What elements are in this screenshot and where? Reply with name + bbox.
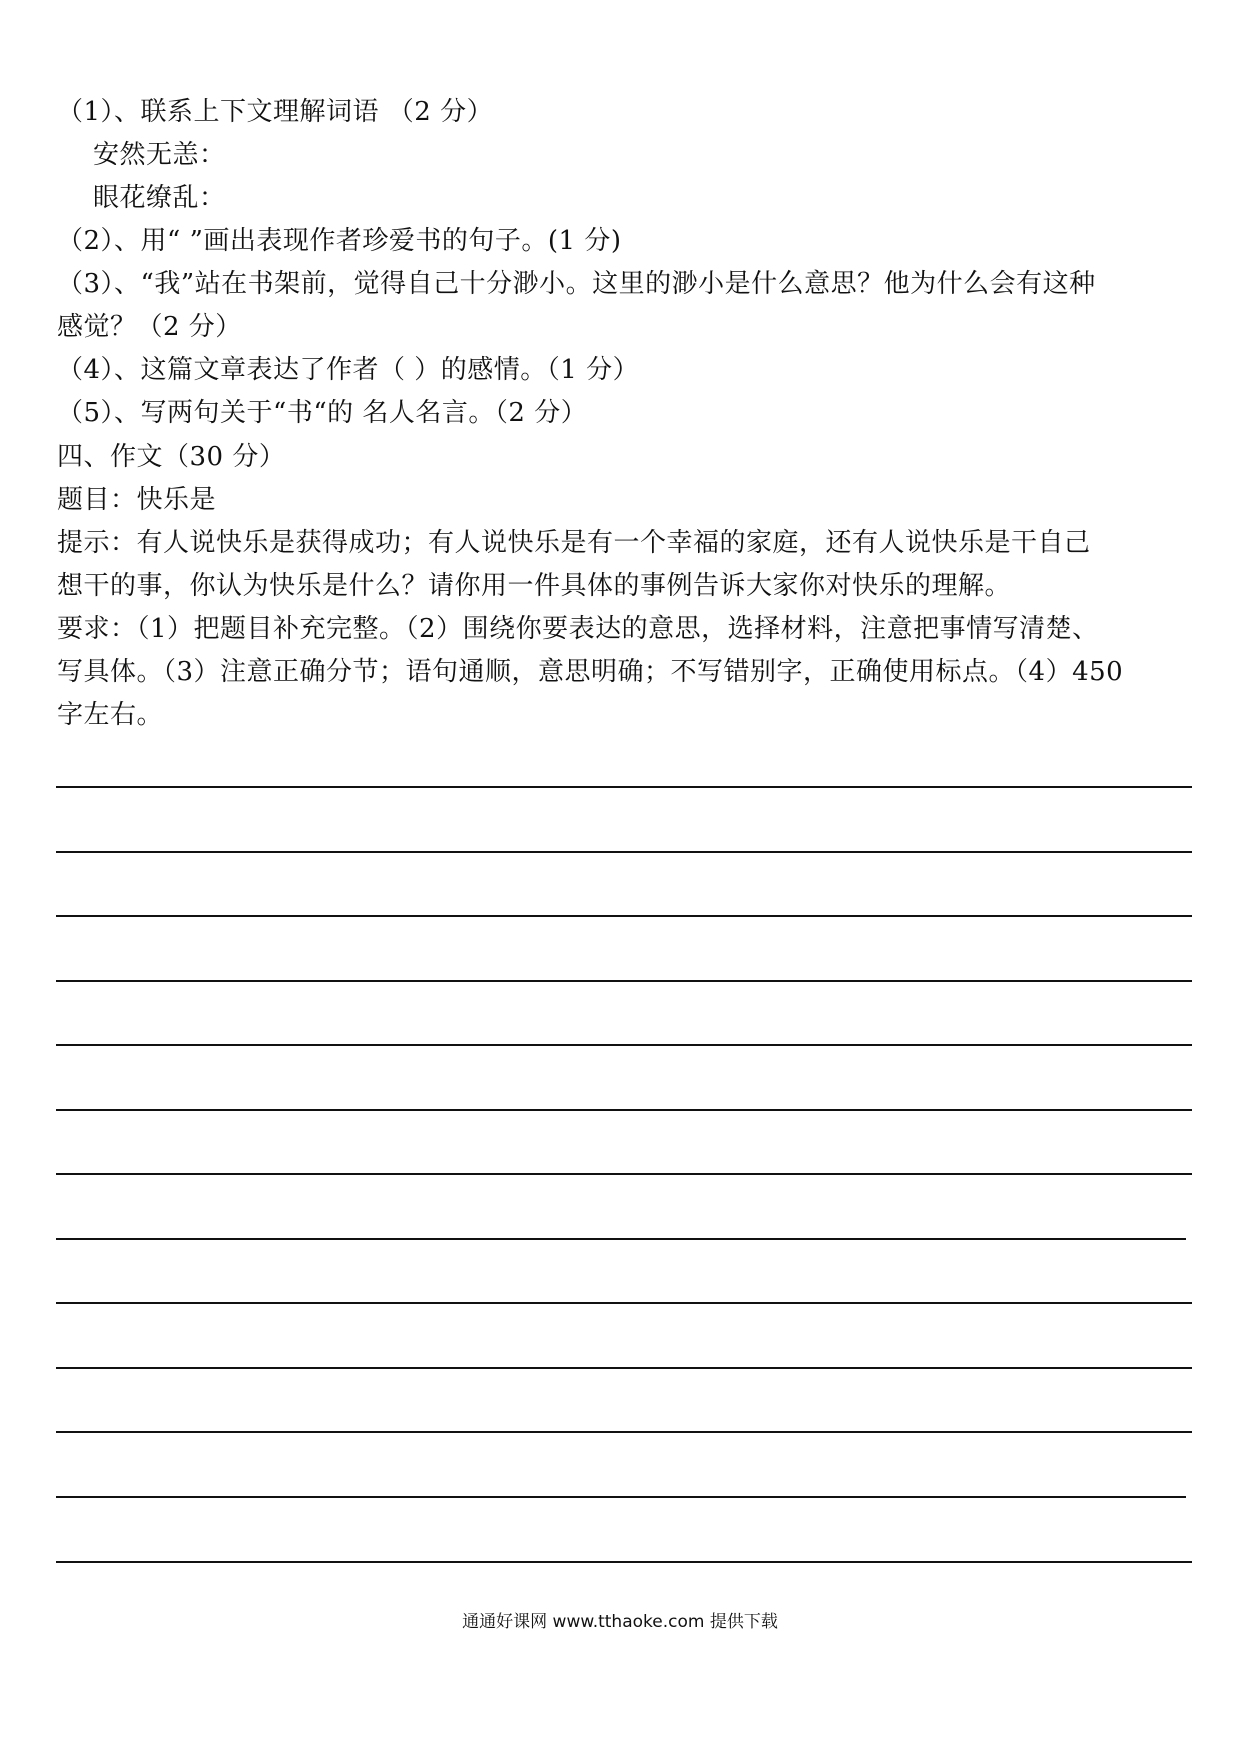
composition-requirement-line-2: 写具体。（3）注意正确分节；语句通顺，意思明确；不写错别字，正确使用标点。（4）450: [57, 657, 1124, 687]
composition-hint-line-1: 提示：有人说快乐是获得成功；有人说快乐是有一个幸福的家庭，还有人说快乐是干自己: [57, 528, 1091, 558]
writing-rule-11: [56, 1431, 1192, 1433]
writing-rule-13: [56, 1561, 1192, 1563]
question-1-title: （1）、联系上下文理解词语 （2 分）: [57, 97, 494, 127]
composition-section-title: 四、作文（30 分）: [57, 442, 286, 472]
question-4: （4）、这篇文章表达了作者（ ）的感情。（1 分）: [57, 355, 640, 385]
writing-rule-3: [56, 915, 1192, 917]
writing-rule-12: [56, 1496, 1186, 1498]
question-2: （2）、用“ ”画出表现作者珍爱书的句子。(1 分): [57, 226, 622, 256]
footer-download-note: 通通好课网 www.tthaoke.com 提供下载: [462, 1612, 778, 1632]
question-1-term-2: 眼花缭乱：: [93, 183, 226, 213]
question-3-line-2: 感觉？（2 分）: [57, 312, 242, 342]
composition-hint-line-2: 想干的事，你认为快乐是什么？请你用一件具体的事例告诉大家你对快乐的理解。: [57, 571, 1012, 601]
writing-rule-8: [56, 1238, 1186, 1240]
writing-rule-1: [56, 786, 1192, 788]
writing-rule-10: [56, 1367, 1192, 1369]
writing-rule-2: [56, 851, 1192, 853]
writing-rule-6: [56, 1109, 1192, 1111]
question-5: （5）、写两句关于“书“的 名人名言。（2 分）: [57, 398, 588, 428]
question-3-line-1: （3）、“我”站在书架前，觉得自己十分渺小。这里的渺小是什么意思？他为什么会有这种: [57, 269, 1096, 299]
composition-topic: 题目：快乐是: [57, 485, 217, 515]
writing-rule-4: [56, 980, 1192, 982]
composition-requirement-line-1: 要求：（1）把题目补充完整。（2）围绕你要表达的意思，选择材料，注意把事情写清楚、: [57, 614, 1099, 644]
question-1-term-1: 安然无恙：: [93, 140, 226, 170]
composition-requirement-line-3: 字左右。: [57, 700, 164, 730]
writing-rule-5: [56, 1044, 1192, 1046]
writing-rule-9: [56, 1302, 1192, 1304]
writing-rule-7: [56, 1173, 1192, 1175]
